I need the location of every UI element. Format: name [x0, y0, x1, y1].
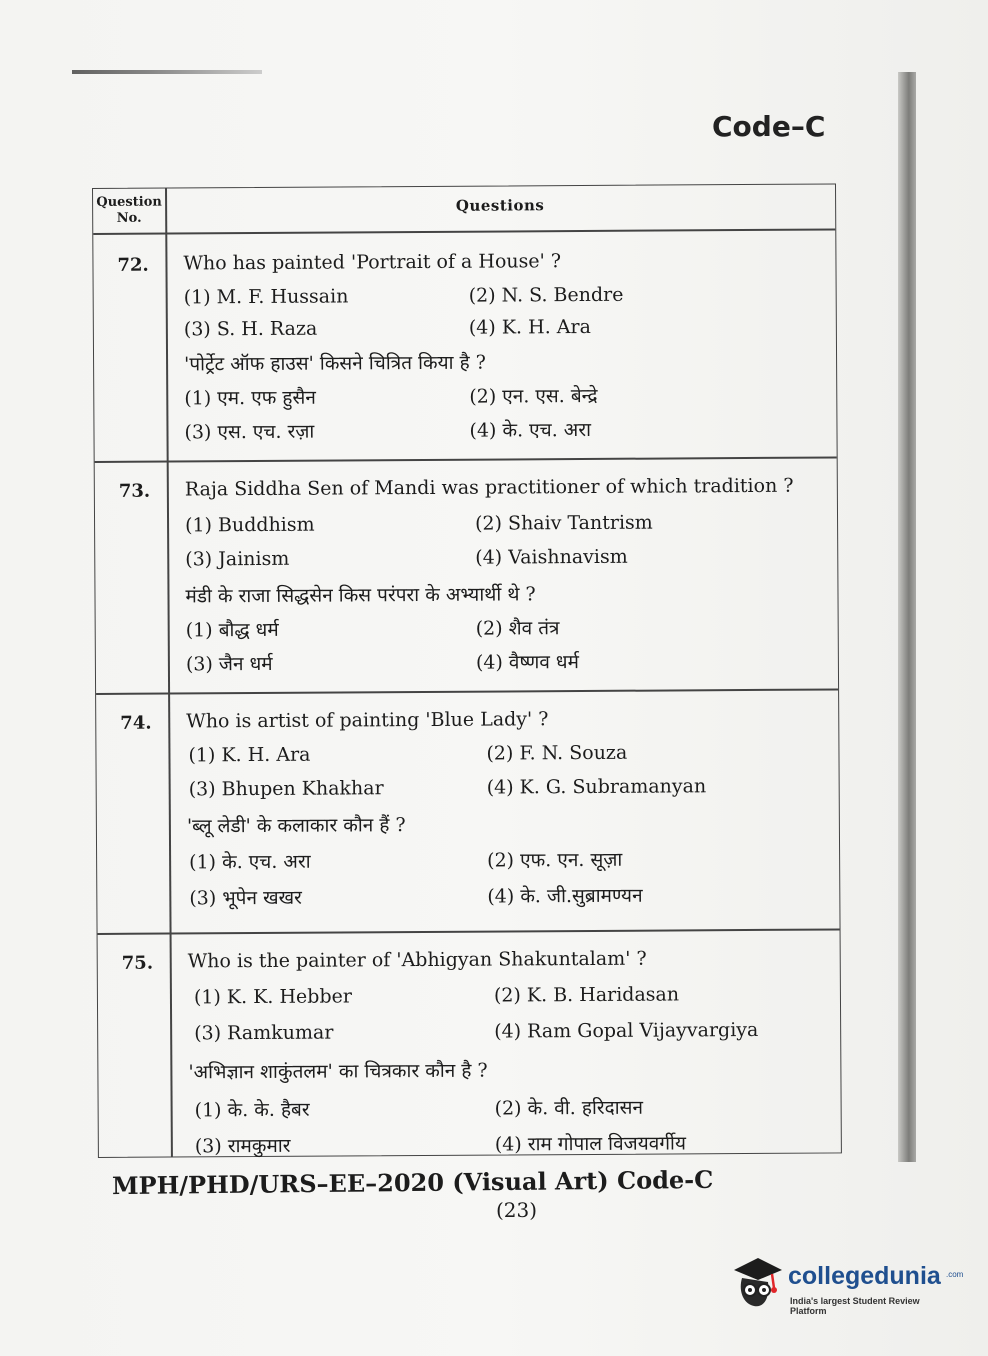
row-divider [96, 688, 838, 694]
question-number: 75. [121, 952, 154, 974]
page-number: (23) [496, 1198, 538, 1222]
option-en-3: (3) Jainism [185, 547, 290, 571]
option-hi-1: (1) एम. एफ हुसैन [184, 386, 316, 410]
paper-code: Code–C [712, 110, 826, 143]
option-hi-1: (1) के. के. हैबर [194, 1098, 310, 1122]
question-text-en: Who has painted 'Portrait of a House' ? [183, 250, 562, 275]
option-hi-2: (2) के. वी. हरिदासन [494, 1096, 644, 1120]
question-number: 74. [120, 712, 152, 734]
option-hi-2: (2) एन. एस. बेन्द्रे [469, 384, 598, 408]
column-divider [165, 189, 172, 1157]
scan-shadow-top [72, 70, 262, 74]
option-hi-1: (1) के. एच. अरा [189, 850, 311, 874]
option-en-3: (3) Bhupen Khakhar [188, 777, 384, 801]
option-hi-4: (4) के. जी.सुब्रामण्यन [487, 884, 643, 908]
option-hi-2: (2) शैव तंत्र [475, 617, 560, 640]
option-hi-3: (3) भूपेन खखर [189, 886, 302, 910]
option-en-3: (3) Ramkumar [194, 1021, 334, 1045]
option-hi-3: (3) जैन धर्म [185, 652, 273, 676]
column-header-question-no [93, 195, 165, 227]
exam-code-footer: MPH/PHD/URS–EE–2020 (Visual Art) Code-C [111, 1164, 714, 1201]
row-divider [95, 456, 837, 462]
option-en-4: (4) K. H. Ara [468, 315, 591, 339]
option-en-1: (1) K. H. Ara [188, 743, 311, 767]
option-hi-3: (3) एस. एच. रज़ा [184, 420, 315, 444]
option-en-1: (1) M. F. Hussain [183, 285, 349, 309]
question-text-hi: 'अभिज्ञान शाकुंतलम' का चित्रकार कौन है ? [188, 1059, 488, 1084]
option-en-4: (4) Ram Gopal Vijayvargiya [494, 1018, 759, 1043]
option-en-2: (2) K. B. Haridasan [493, 983, 680, 1007]
option-hi-4: (4) वैष्णव धर्म [475, 651, 580, 674]
option-en-4: (4) Vaishnavism [475, 545, 628, 569]
column-header-no-line1: Question [96, 194, 162, 210]
question-text-en: Who is the painter of 'Abhigyan Shakuntalam' ? [187, 947, 647, 973]
option-hi-2: (2) एफ. एन. सूज़ा [487, 848, 623, 872]
question-number: 72. [117, 254, 149, 276]
question-text-en: Raja Siddha Sen of Mandi was practitioner of which tradition ? [184, 474, 794, 501]
option-en-2: (2) F. N. Souza [486, 741, 628, 765]
option-en-4: (4) K. G. Subramanyan [486, 775, 707, 799]
option-en-2: (2) N. S. Bendre [468, 283, 624, 307]
column-header-questions: Questions [455, 196, 545, 215]
brand-tld: .com [946, 1270, 964, 1279]
question-text-en: Who is artist of painting 'Blue Lady' ? [186, 708, 549, 733]
row-divider [98, 928, 840, 934]
question-table [92, 183, 842, 1158]
brand-tagline: India's largest Student Review Platform [790, 1296, 920, 1316]
option-en-1: (1) K. K. Hebber [193, 985, 352, 1009]
column-header-no-line2: No. [116, 210, 142, 226]
option-hi-3: (3) रामकुमार [194, 1134, 291, 1158]
collegedunia-watermark [728, 1248, 964, 1328]
question-number: 73. [118, 480, 151, 502]
collegedunia-logo-icon [728, 1248, 786, 1310]
option-hi-4: (4) के. एच. अरा [469, 418, 592, 442]
question-block-72 [93, 236, 835, 444]
question-text-hi: मंडी के राजा सिद्धसेन किस परंपरा के अभ्यार्थी थे ? [185, 583, 536, 608]
question-sheet [92, 183, 922, 1178]
question-text-hi: 'पोर्ट्रेट ऑफ हाउस' किसने चित्रित किया है ? [184, 351, 486, 376]
option-en-3: (3) S. H. Raza [183, 317, 318, 341]
brand-name: collegedunia [788, 1262, 941, 1290]
header-divider [93, 228, 835, 234]
option-en-2: (2) Shaiv Tantrism [474, 511, 653, 535]
option-en-1: (1) Buddhism [184, 513, 315, 537]
option-hi-1: (1) बौद्ध धर्म [185, 618, 279, 642]
option-hi-4: (4) राम गोपाल विजयवर्गीय [494, 1132, 687, 1156]
question-text-hi: 'ब्लू लेडी' के कलाकार कौन हैं ? [186, 814, 406, 838]
